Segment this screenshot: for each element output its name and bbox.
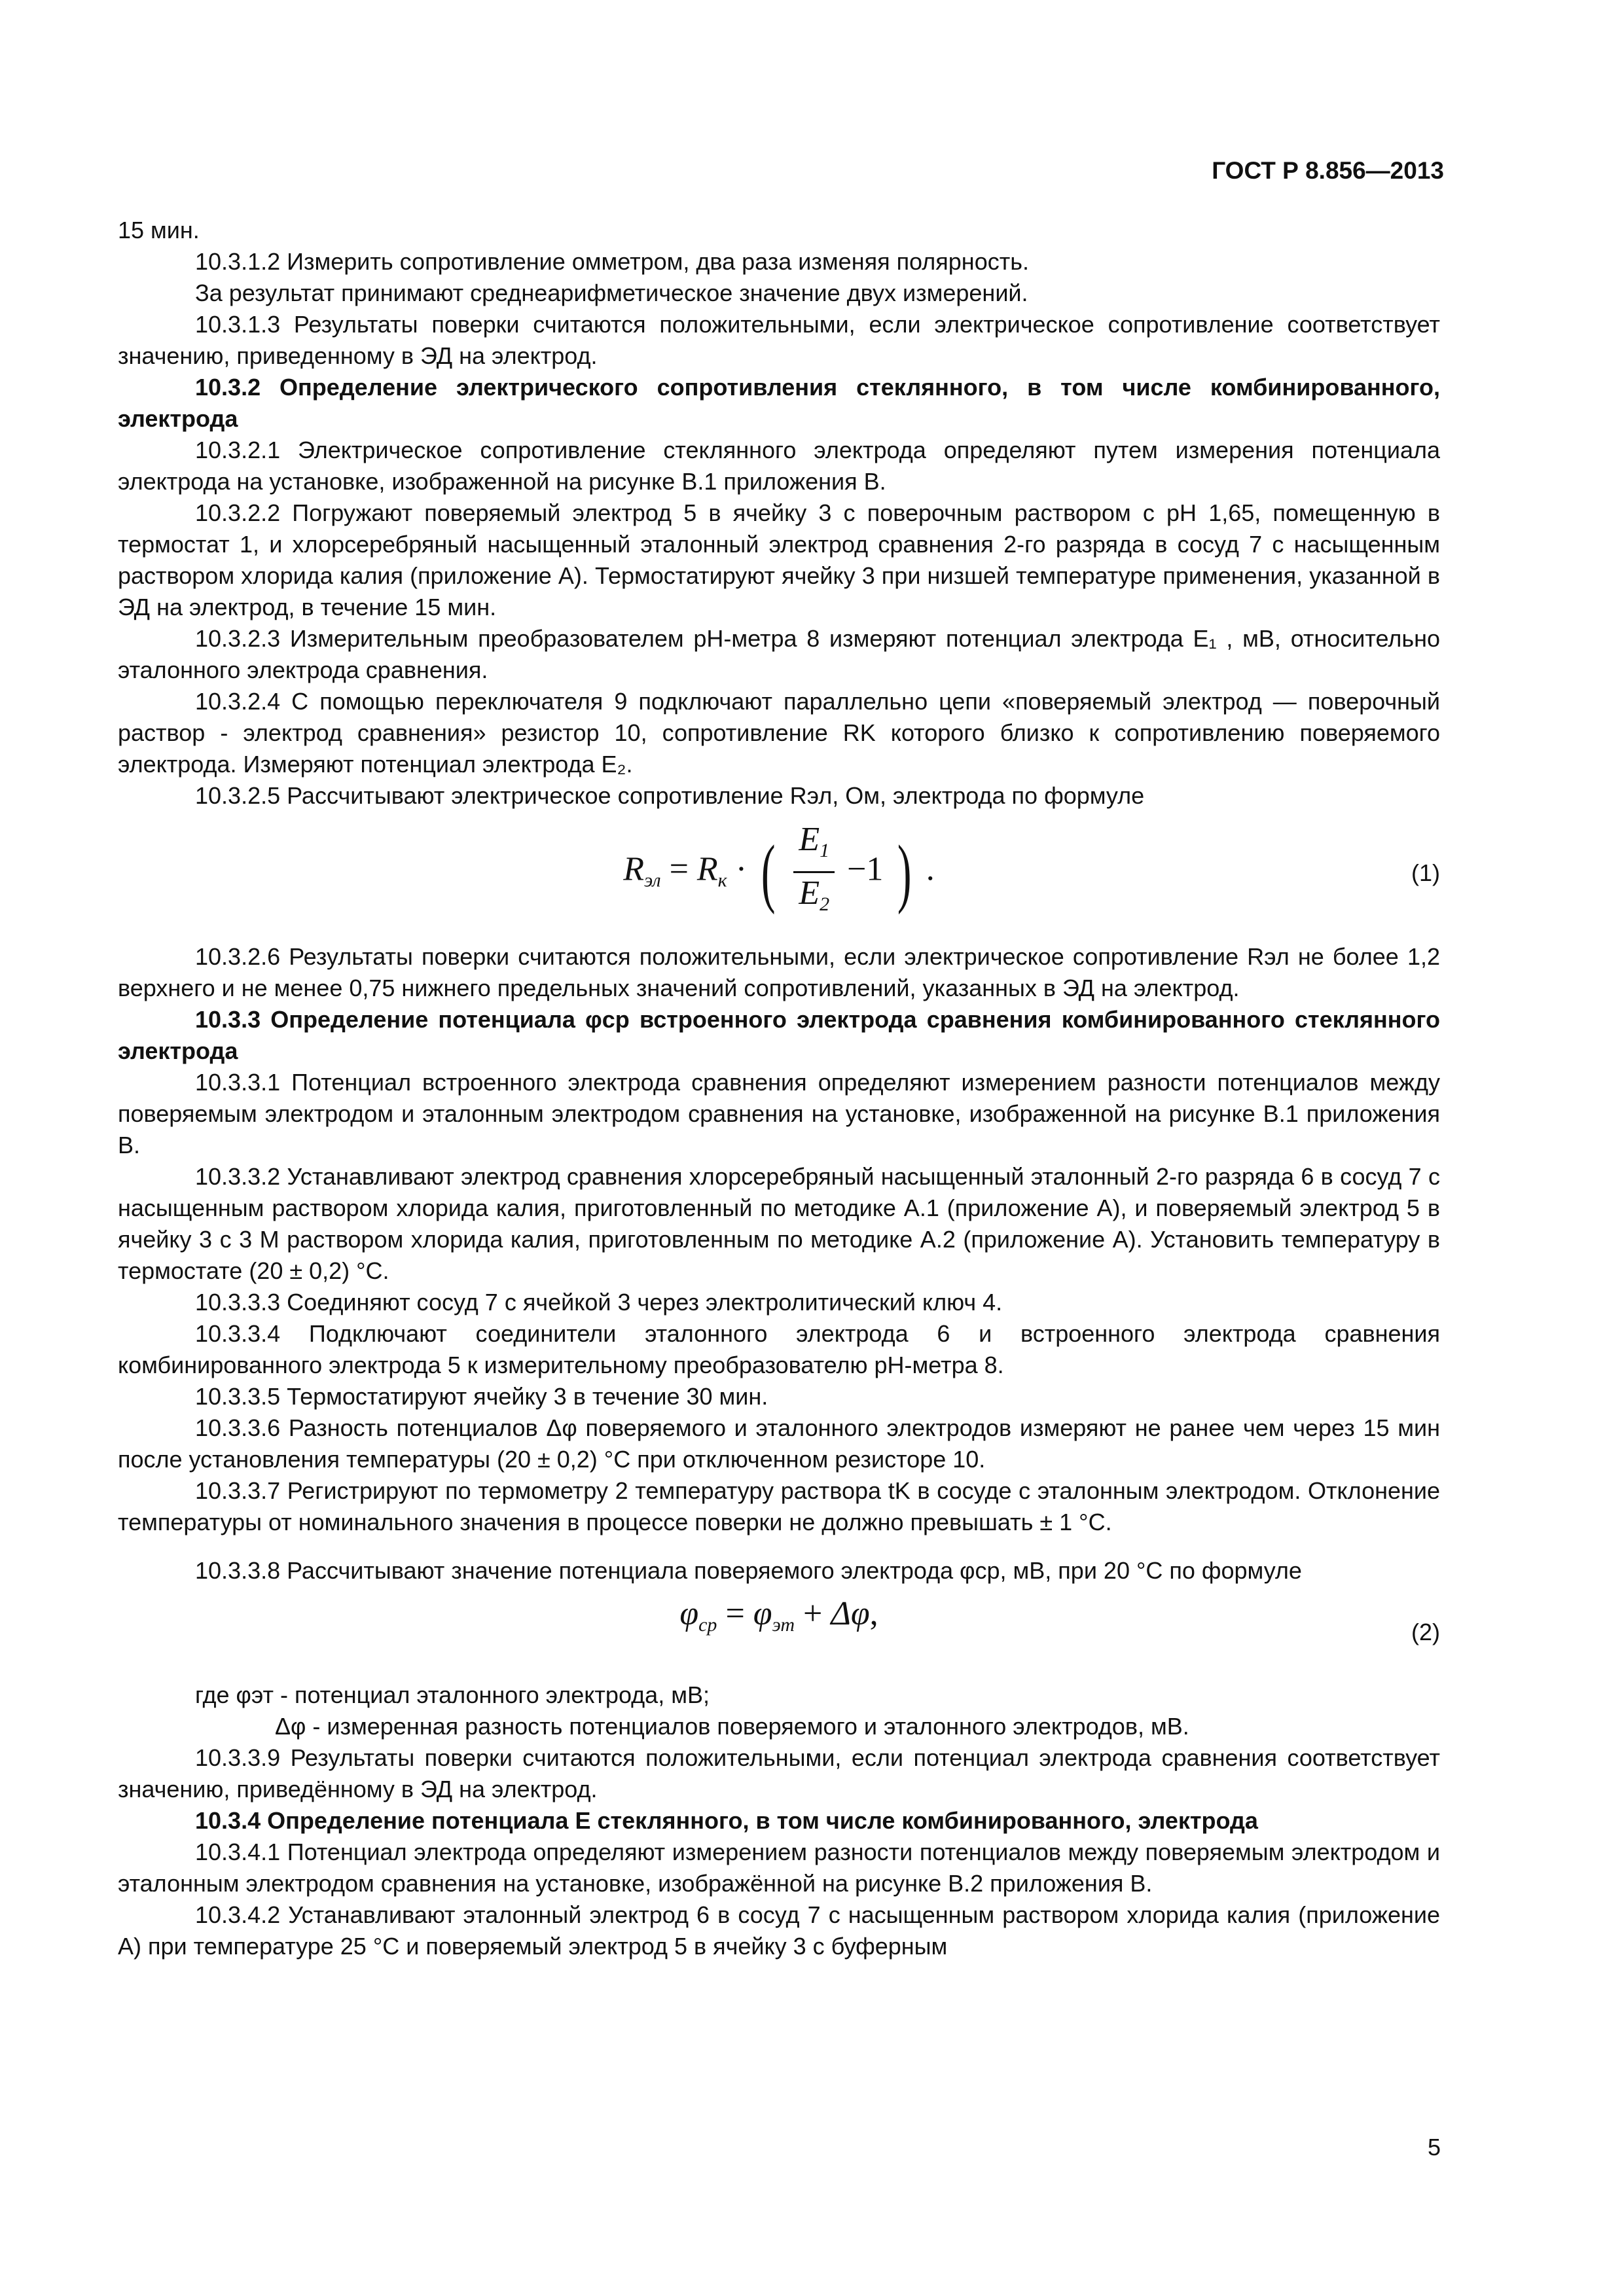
fraction: $\frac{E_1}{E_2}$ (793, 821, 835, 924)
legend-item: Δφ - измеренная разность потенциалов поверяемого и эталонного электродов, мВ. (275, 1713, 1189, 1740)
paragraph: 15 мин. (118, 217, 200, 243)
formula-2-expression: $\varphi_{ср} = \varphi_{эт} + \Delta\varphi$, (679, 1595, 878, 1636)
paragraph: 10.3.2.5 Рассчитывают электрическое сопротивление Rэл, Ом, электрода по формуле (195, 782, 1145, 809)
section-heading: 10.3.4 Определение потенциала E стеклянного, в том числе комбинированного, электрода (195, 1807, 1258, 1834)
paragraph: 10.3.3.4 Подключают соединители эталонного электрода 6 и встроенного электрода сравнения комбинированного электрода 5 к измерительному преобразователю рН-метра 8. (118, 1320, 1440, 1378)
formula-2 (118, 1595, 1440, 1670)
paragraph: 10.3.2.4 С помощью переключателя 9 подключают параллельно цепи «поверяемый электрод — поверочный раствор - электрод сравнения» резистор 10, сопротивление RK которого близко к сопротивлению поверяемого электрода. Измеряют потенциал электрода E₂. (118, 688, 1440, 778)
paragraph: 10.3.4.1 Потенциал электрода определяют измерением разности потенциалов между поверяемым электродом и эталонным электродом сравнения на установке, изображённой на рисунке В.2 приложения В. (118, 1839, 1440, 1897)
section-heading: 10.3.2 Определение электрического сопротивления стеклянного, в том числе комбинированного, электрода (118, 374, 1440, 432)
paragraph: 10.3.3.1 Потенциал встроенного электрода сравнения определяют измерением разности потенциалов между поверяемым электродом и эталонным электродом сравнения на установке, изображенной на рисунке В.1 приложения В. (118, 1069, 1440, 1158)
paragraph: 10.3.3.8 Рассчитывают значение потенциала поверяемого электрода φср, мВ, при 20 °С по формуле (195, 1557, 1302, 1584)
paragraph: 10.3.3.3 Соединяют сосуд 7 с ячейкой 3 через электролитический ключ 4. (195, 1289, 1003, 1316)
paragraph: 10.3.2.1 Электрическое сопротивление стеклянного электрода определяют путем измерения потенциала электрода на установке, изображенной на рисунке В.1 приложения В. (118, 437, 1440, 495)
formula-1-expression: $R_{эл} = R_к$ · ( $\frac{E_1}{E_2}$ −1 ) . (118, 821, 1440, 924)
paragraph: 10.3.3.2 Устанавливают электрод сравнения хлорсеребряный насыщенный эталонный 2-го разряда 6 в сосуд 7 с насыщенным раствором хлорида калия, приготовленный по методике А.1 (приложение А), и поверяемый электрод 5 в ячейку 3 с 3 М раствором хлорида калия, приготовленным по методике А.2 (приложение А). Установить температуру в термостате (20 ± 0,2) °С. (118, 1163, 1440, 1284)
paragraph: 10.3.1.3 Результаты поверки считаются положительными, если электрическое сопротивление соответствует значению, приведенному в ЭД на электрод. (118, 311, 1440, 369)
paragraph: За результат принимают среднеарифметическое значение двух измерений. (195, 279, 1028, 306)
paragraph: 10.3.3.6 Разность потенциалов Δφ поверяемого и эталонного электродов измеряют не ранее чем через 15 мин после установления температуры (20 ± 0,2) °С при отключенном резисторе 10. (118, 1414, 1440, 1473)
paragraph: 10.3.2.2 Погружают поверяемый электрод 5 в ячейку 3 с поверочным раствором с рН 1,65, помещенную в термостат 1, и хлорсеребряный насыщенный эталонный электрод сравнения 2-го разряда в сосуд 7 с насыщенным раствором хлорида калия (приложение А). Термостатируют ячейку 3 при низшей температуре применения, указанной в ЭД на электрод, в течение 15 мин. (118, 499, 1440, 620)
formula-1 (118, 821, 1440, 925)
section-heading: 10.3.3 Определение потенциала φср встроенного электрода сравнения комбинированного стеклянного электрода (118, 1006, 1440, 1064)
page-body (118, 215, 1440, 1962)
page-number: 5 (1427, 2134, 1441, 2161)
paragraph: 10.3.2.6 Результаты поверки считаются положительными, если электрическое сопротивление Rэл не более 1,2 верхнего и не менее 0,75 нижнего предельных значений сопротивлений, указанных в ЭД на электрод. (118, 943, 1440, 1001)
paragraph: 10.3.3.5 Термостатируют ячейку 3 в течение 30 мин. (195, 1383, 768, 1410)
formula-number: (2) (1411, 1619, 1440, 1645)
paragraph: 10.3.3.7 Регистрируют по термометру 2 температуру раствора tK в сосуде с эталонным электродом. Отклонение температуры от номинального значения в процессе поверки не должно превышать ± 1 °С. (118, 1477, 1440, 1535)
paragraph: 10.3.2.3 Измерительным преобразователем рН-метра 8 измеряют потенциал электрода E₁ , мВ, относительно эталонного электрода сравнения. (118, 625, 1440, 683)
paragraph: 10.3.4.2 Устанавливают эталонный электрод 6 в сосуд 7 с насыщенным раствором хлорида калия (приложение А) при температуре 25 °С и поверяемый электрод 5 в ячейку 3 с буферным (118, 1901, 1440, 1960)
formula-number: (1) (1411, 859, 1440, 886)
standard-header: ГОСТ Р 8.856—2013 (1212, 157, 1444, 184)
paragraph: 10.3.1.2 Измерить сопротивление омметром, два раза изменяя полярность. (195, 248, 1029, 275)
paragraph: 10.3.3.9 Результаты поверки считаются положительными, если потенциал электрода сравнения соответствует значению, приведённому в ЭД на электрод. (118, 1744, 1440, 1803)
legend-item: где φэт - потенциал эталонного электрода, мВ; (195, 1681, 710, 1708)
